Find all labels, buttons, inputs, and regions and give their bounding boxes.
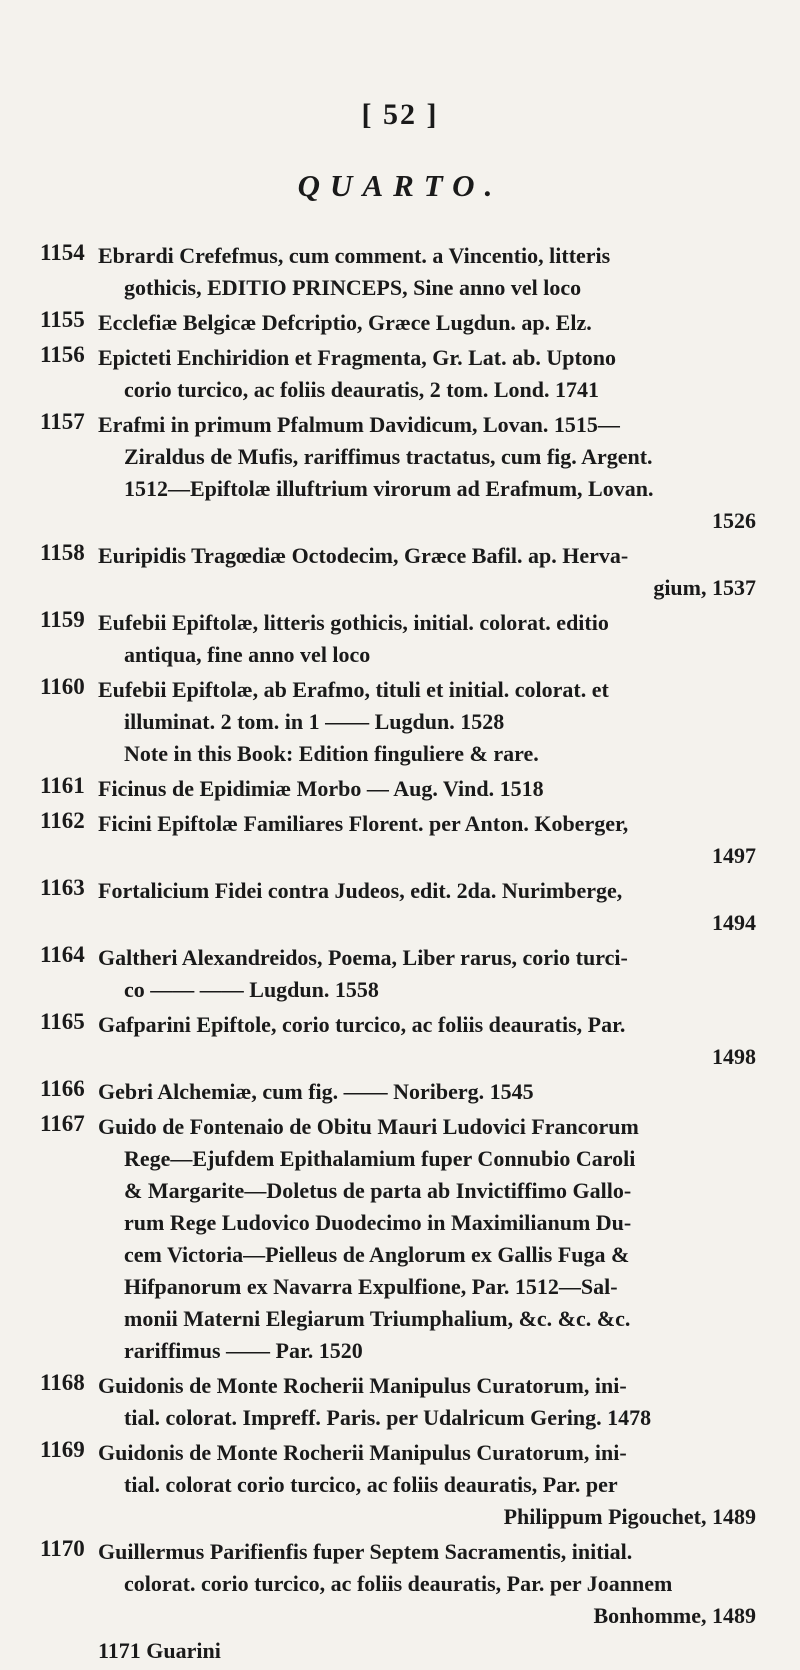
entry-line: Ficini Epiftolæ Familiares Florent. per Anton. Koberger,: [98, 811, 629, 836]
entry-line: tial. colorat. Impreff. Paris. per Udalricum Gering. 1478: [124, 1405, 652, 1430]
section-title: QUARTO.: [297, 168, 503, 203]
entry-line: Bonhomme, 1489: [593, 1603, 756, 1628]
entry-number: 1167: [40, 1111, 85, 1136]
entry-line: illuminat. 2 tom. in 1 —— Lugdun. 1528: [124, 709, 505, 734]
catalogue-entry: [40, 1635, 770, 1667]
entry-line: rariffimus —— Par. 1520: [124, 1338, 363, 1363]
catalogue-entry: [40, 808, 770, 872]
entry-number: 1160: [40, 674, 85, 699]
entry-line: Rege—Ejufdem Epithalamium fuper Connubio Caroli: [124, 1146, 636, 1171]
entry-line: corio turcico, ac foliis deauratis, 2 tom. Lond. 1741: [124, 377, 599, 402]
page-number: [ 52 ]: [361, 98, 439, 131]
entry-line: Euripidis Tragœdiæ Octodecim, Græce Bafil. ap. Herva-: [98, 543, 629, 568]
entry-number: 1159: [40, 607, 85, 632]
catalogue-entry: [40, 1111, 770, 1367]
entry-line: co —— —— Lugdun. 1558: [124, 977, 379, 1002]
catalogue-entry: [40, 1009, 770, 1073]
catalogue-entry: [40, 1536, 770, 1632]
entry-line: Gafparini Epiftole, corio turcico, ac foliis deauratis, Par.: [98, 1012, 626, 1037]
entry-line: Hifpanorum ex Navarra Expulfione, Par. 1512—Sal-: [124, 1274, 618, 1299]
entry-number: 1156: [40, 342, 85, 367]
entry-line: rum Rege Ludovico Duodecimo in Maximilianum Du-: [124, 1210, 632, 1235]
entry-line: 1494: [712, 910, 756, 935]
catalogue-entry: [40, 342, 770, 406]
catalogue-entry: [40, 875, 770, 939]
entry-number: 1162: [40, 808, 85, 833]
entry-line: 1171 Guarini: [98, 1638, 221, 1663]
catalogue-entries: [40, 240, 770, 1670]
entry-line: Gebri Alchemiæ, cum fig. —— Noriberg. 1545: [98, 1079, 534, 1104]
entry-line: Note in this Book: Edition finguliere & rare.: [124, 741, 539, 766]
entry-line: Epicteti Enchiridion et Fragmenta, Gr. Lat. ab. Uptono: [98, 345, 617, 370]
entry-number: 1166: [40, 1076, 85, 1101]
entry-number: 1164: [40, 942, 85, 967]
catalogue-entry: [40, 773, 770, 805]
catalogue-entry: [40, 1076, 770, 1108]
entry-line: 1512—Epiftolæ illuftrium virorum ad Erafmum, Lovan.: [124, 476, 654, 501]
entry-line: Guidonis de Monte Rocherii Manipulus Curatorum, ini-: [98, 1373, 627, 1398]
entry-number: 1154: [40, 240, 85, 265]
entry-line: Eufebii Epiftolæ, ab Erafmo, tituli et initial. colorat. et: [98, 677, 609, 702]
entry-number: 1161: [40, 773, 85, 798]
entry-line: Guido de Fontenaio de Obitu Mauri Ludovici Francorum: [98, 1114, 639, 1139]
entry-number: 1169: [40, 1437, 85, 1462]
entry-line: Galtheri Alexandreidos, Poema, Liber rarus, corio turci-: [98, 945, 628, 970]
entry-line: Ecclefiæ Belgicæ Defcriptio, Græce Lugdun. ap. Elz.: [98, 310, 592, 335]
entry-number: 1165: [40, 1009, 85, 1034]
entry-line: 1526: [712, 508, 756, 533]
entry-line: gium, 1537: [653, 575, 756, 600]
catalogue-entry: [40, 942, 770, 1006]
entry-number: 1163: [40, 875, 85, 900]
entry-line: colorat. corio turcico, ac foliis deauratis, Par. per Joannem: [124, 1571, 673, 1596]
catalogue-entry: [40, 1370, 770, 1434]
entry-line: Ficinus de Epidimiæ Morbo — Aug. Vind. 1518: [98, 776, 544, 801]
entry-line: monii Materni Elegiarum Triumphalium, &c. &c. &c.: [124, 1306, 631, 1331]
entry-line: Fortalicium Fidei contra Judeos, edit. 2da. Nurimberge,: [98, 878, 623, 903]
entry-line: & Margarite—Doletus de parta ab Invictiffimo Gallo-: [124, 1178, 632, 1203]
entry-line: Ziraldus de Mufis, rariffimus tractatus, cum fig. Argent.: [124, 444, 653, 469]
entry-line: Ebrardi Crefefmus, cum comment. a Vincentio, litteris: [98, 243, 611, 268]
catalogue-entry: [40, 307, 770, 339]
entry-line: gothicis, EDITIO PRINCEPS, Sine anno vel loco: [124, 275, 582, 300]
entry-number: 1158: [40, 540, 85, 565]
entry-number: 1170: [40, 1536, 85, 1561]
entry-line: Guillermus Parifienfis fuper Septem Sacramentis, initial.: [98, 1539, 633, 1564]
catalogue-entry: [40, 409, 770, 537]
entry-line: tial. colorat corio turcico, ac foliis deauratis, Par. per: [124, 1472, 618, 1497]
entry-line: antiqua, fine anno vel loco: [124, 642, 371, 667]
entry-line: cem Victoria—Pielleus de Anglorum ex Gallis Fuga &: [124, 1242, 630, 1267]
entry-line: 1497: [712, 843, 756, 868]
catalogue-entry: [40, 607, 770, 671]
entry-line: 1498: [712, 1044, 756, 1069]
entry-line: Philippum Pigouchet, 1489: [503, 1504, 756, 1529]
entry-number: 1168: [40, 1370, 85, 1395]
entry-number: 1155: [40, 307, 85, 332]
catalogue-entry: [40, 540, 770, 604]
catalogue-entry: [40, 1437, 770, 1533]
entry-line: Erafmi in primum Pfalmum Davidicum, Lovan. 1515—: [98, 412, 620, 437]
entry-line: Eufebii Epiftolæ, litteris gothicis, initial. colorat. editio: [98, 610, 609, 635]
catalogue-entry: [40, 674, 770, 770]
entry-number: 1157: [40, 409, 85, 434]
entry-line: Guidonis de Monte Rocherii Manipulus Curatorum, ini-: [98, 1440, 627, 1465]
catalogue-entry: [40, 240, 770, 304]
